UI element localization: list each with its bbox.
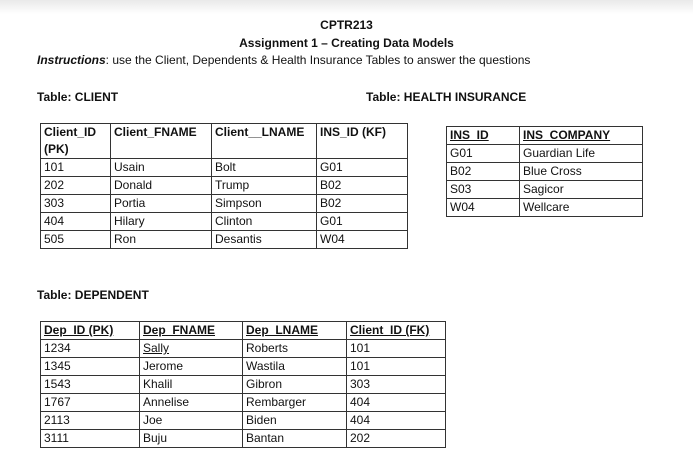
table-cell: W04 xyxy=(447,199,520,217)
table-cell: Usain xyxy=(111,159,212,177)
table-header-row xyxy=(41,322,446,340)
column-header: Client_ID (PK) xyxy=(41,124,111,159)
course-code: CPTR213 xyxy=(320,18,373,32)
table-row xyxy=(41,231,408,249)
table-cell: Khalil xyxy=(140,376,243,394)
table-cell: 202 xyxy=(41,177,111,195)
table-cell: 1345 xyxy=(41,358,140,376)
table-row xyxy=(41,177,408,195)
column-header: INS_ID (KF) xyxy=(317,124,408,159)
table-cell: G01 xyxy=(447,145,520,163)
table-cell: Annelise xyxy=(140,394,243,412)
table-row xyxy=(41,376,446,394)
table-cell: 303 xyxy=(347,376,446,394)
table-cell: 1767 xyxy=(41,394,140,412)
insurance-table-label: Table: HEALTH INSURANCE xyxy=(366,90,527,104)
table-row xyxy=(41,358,446,376)
table-cell: Clinton xyxy=(212,213,317,231)
assignment-title: Assignment 1 – Creating Data Models xyxy=(239,36,454,50)
dependent-table xyxy=(40,321,446,448)
table-cell: Wellcare xyxy=(520,199,643,217)
dependent-table-label: Table: DEPENDENT xyxy=(37,288,149,302)
table-cell: 1543 xyxy=(41,376,140,394)
table-header-row xyxy=(41,124,408,159)
table-row xyxy=(447,163,643,181)
table-cell: 303 xyxy=(41,195,111,213)
table-cell: Biden xyxy=(243,412,347,430)
table-cell: Roberts xyxy=(243,340,347,358)
table-cell: W04 xyxy=(317,231,408,249)
table-row xyxy=(447,181,643,199)
table-header-row xyxy=(447,127,643,145)
column-header: Client_FNAME xyxy=(111,124,212,159)
table-cell: Portia xyxy=(111,195,212,213)
insurance-table xyxy=(446,126,643,217)
column-header: Dep_FNAME xyxy=(140,322,243,340)
table-cell: B02 xyxy=(317,195,408,213)
table-cell: 505 xyxy=(41,231,111,249)
column-header: Dep_ID (PK) xyxy=(41,322,140,340)
column-header: Dep_LNAME xyxy=(243,322,347,340)
column-header: INS_COMPANY xyxy=(520,127,643,145)
table-row xyxy=(41,412,446,430)
table-cell: Joe xyxy=(140,412,243,430)
table-cell: Gibron xyxy=(243,376,347,394)
table-cell: Sagicor xyxy=(520,181,643,199)
table-cell: Desantis xyxy=(212,231,317,249)
table-row xyxy=(447,145,643,163)
table-cell: Jerome xyxy=(140,358,243,376)
table-cell: B02 xyxy=(447,163,520,181)
column-header: Client__LNAME xyxy=(212,124,317,159)
table-cell: 2113 xyxy=(41,412,140,430)
table-cell: 3111 xyxy=(41,430,140,448)
table-row xyxy=(41,430,446,448)
table-cell: Rembarger xyxy=(243,394,347,412)
table-cell: Bantan xyxy=(243,430,347,448)
table-cell: 101 xyxy=(347,340,446,358)
column-header: Client_ID (FK) xyxy=(347,322,446,340)
table-cell: 1234 xyxy=(41,340,140,358)
table-cell: 404 xyxy=(347,412,446,430)
table-cell: Wastila xyxy=(243,358,347,376)
table-cell: S03 xyxy=(447,181,520,199)
table-cell: G01 xyxy=(317,159,408,177)
instructions xyxy=(37,53,530,67)
table-row xyxy=(41,340,446,358)
table-cell: Guardian Life xyxy=(520,145,643,163)
instructions-text: : use the Client, Dependents & Health Insurance Tables to answer the questions xyxy=(105,53,531,67)
table-cell: B02 xyxy=(317,177,408,195)
table-cell: Trump xyxy=(212,177,317,195)
table-cell: Bolt xyxy=(212,159,317,177)
table-row xyxy=(41,394,446,412)
client-table xyxy=(40,123,408,249)
table-cell: Sally xyxy=(140,340,243,358)
instructions-label: Instructions xyxy=(37,53,106,67)
table-cell: 404 xyxy=(347,394,446,412)
table-cell: 202 xyxy=(347,430,446,448)
table-cell: 101 xyxy=(41,159,111,177)
table-cell: Hilary xyxy=(111,213,212,231)
table-cell: Blue Cross xyxy=(520,163,643,181)
table-row xyxy=(41,195,408,213)
table-cell: Ron xyxy=(111,231,212,249)
table-cell: Buju xyxy=(140,430,243,448)
top-shadow xyxy=(0,0,693,14)
table-row xyxy=(41,213,408,231)
table-cell: Donald xyxy=(111,177,212,195)
column-header: INS_ID xyxy=(447,127,520,145)
client-table-label: Table: CLIENT xyxy=(37,90,119,104)
table-row xyxy=(41,159,408,177)
table-cell: 101 xyxy=(347,358,446,376)
table-cell: Simpson xyxy=(212,195,317,213)
table-cell: 404 xyxy=(41,213,111,231)
table-cell: G01 xyxy=(317,213,408,231)
table-row xyxy=(447,199,643,217)
